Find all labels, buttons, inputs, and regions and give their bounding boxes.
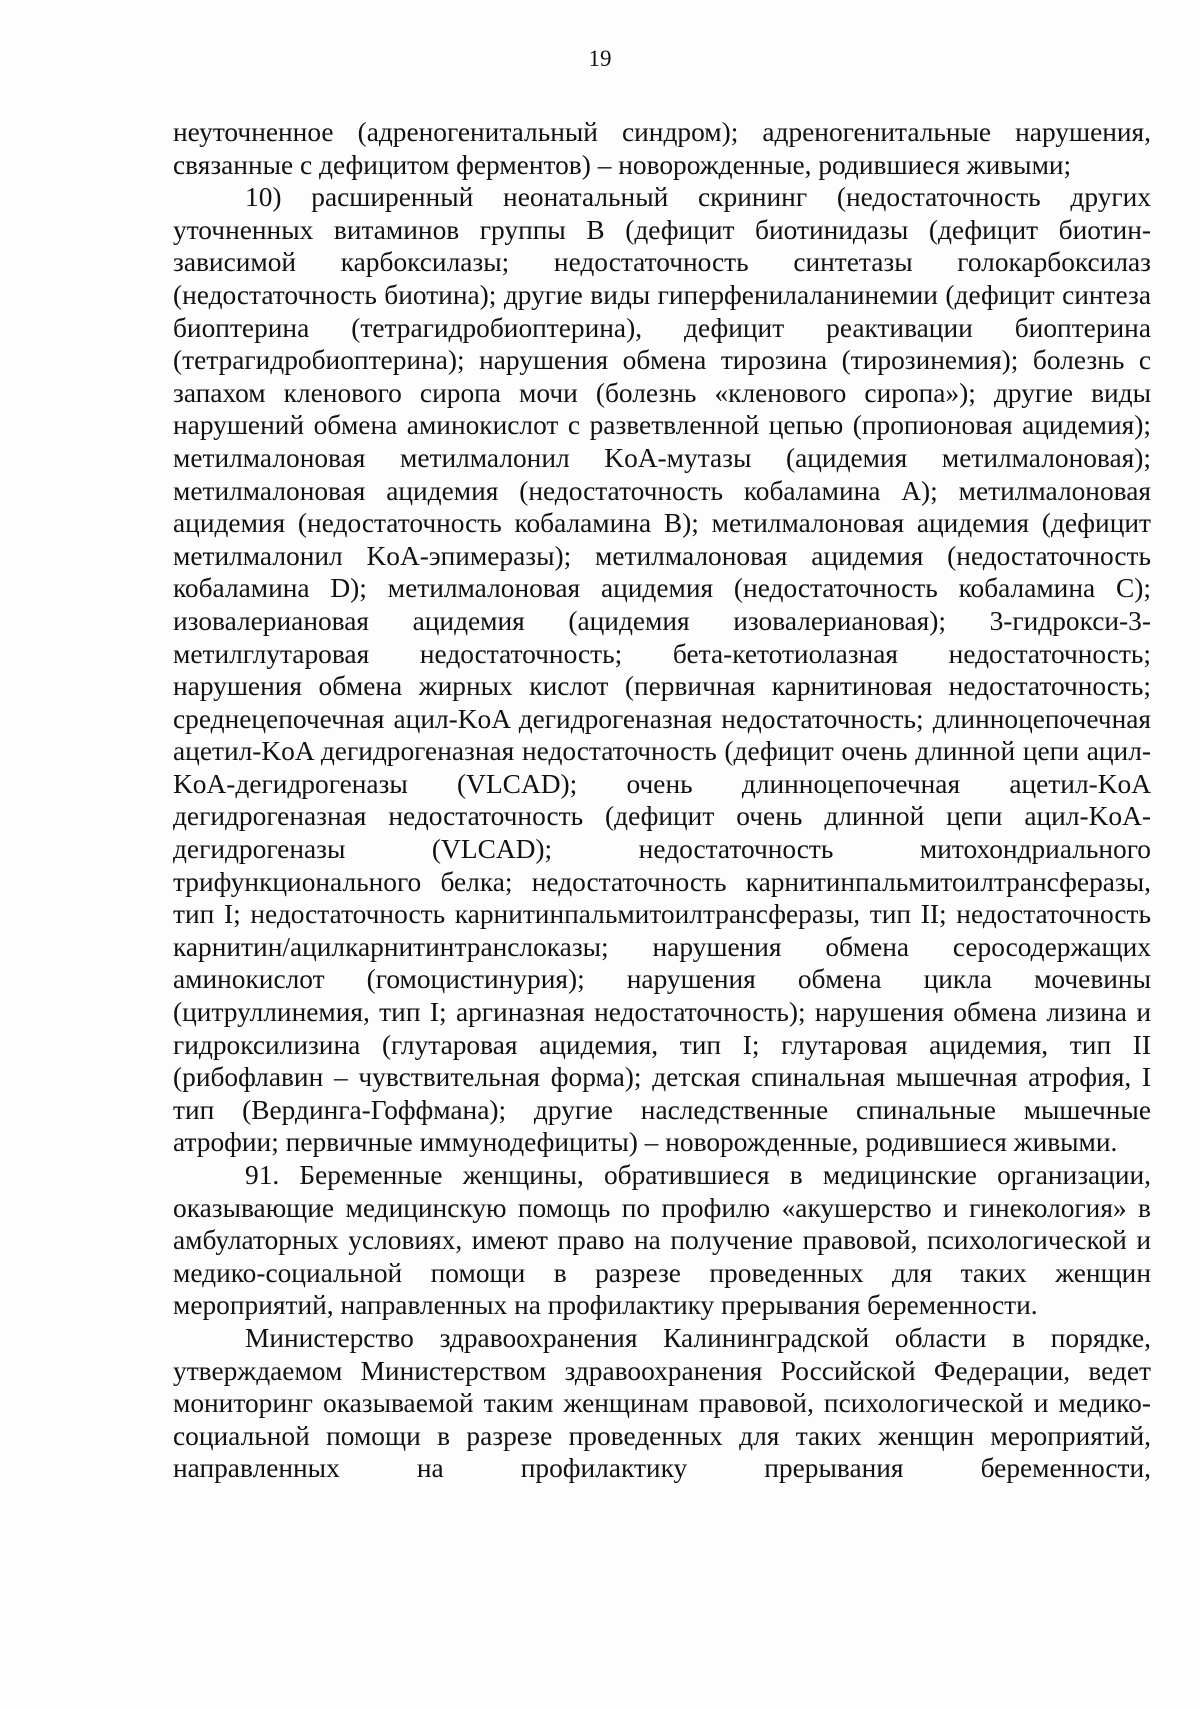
paragraph-ministry-monitoring: Министерство здравоохранения Калининградской области в порядке, утверждаемом Министерством здравоохранения Российской Федерации, ведет мониторинг оказываемой таким женщинам правовой, психологической и медико-социальной помощи в разрезе проведенных для таких женщин мероприятий, направленных на профилактику прерывания беременности, bbox=[173, 1322, 1151, 1484]
document-body bbox=[173, 116, 1151, 1485]
page-number: 19 bbox=[588, 46, 612, 71]
paragraph-extended-neonatal-screening: 10) расширенный неонатальный скрининг (недостаточность других уточненных витаминов группы B (дефицит биотинидазы (дефицит биотин-зависимой карбоксилазы; недостаточность синтетазы голокарбоксилаз (недостаточность биотина); другие виды гиперфенилаланинемии (дефицит синтеза биоптерина (тетрагидробиоптерина), дефицит реактивации биоптерина (тетрагидробиоптерина); нарушения обмена тирозина (тирозинемия); болезнь с запахом кленового сиропа мочи (болезнь «кленового сиропа»); другие виды нарушений обмена аминокислот с разветвленной цепью (пропионовая ацидемия); метилмалоновая метилмалонил KoA-мутазы (ацидемия метилмалоновая); метилмалоновая ацидемия (недостаточность кобаламина A); метилмалоновая ацидемия (недостаточность кобаламина B); метилмалоновая ацидемия (дефицит метилмалонил KoA-эпимеразы); метилмалоновая ацидемия (недостаточность кобаламина D); метилмалоновая ацидемия (недостаточность кобаламина C); изовалериановая ацидемия (ацидемия изовалериановая); 3-гидрокси-3-метилглутаровая недостаточность; бета-кетотиолазная недостаточность; нарушения обмена жирных кислот (первичная карнитиновая недостаточность; среднецепочечная ацил-KoA дегидрогеназная недостаточность; длинноцепочечная ацетил-KoA дегидрогеназная недостаточность (дефицит очень длинной цепи ацил-KoA-дегидрогеназы (VLCAD); очень длинноцепочечная ацетил-KoA дегидрогеназная недостаточность (дефицит очень длинной цепи ацил-KoA-дегидрогеназы (VLCAD); недостаточность митохондриального трифункционального белка; недостаточность карнитинпальмитоилтрансферазы, тип I; недостаточность карнитинпальмитоилтрансферазы, тип II; недостаточность карнитин/ацилкарнитинтранслоказы; нарушения обмена серосодержащих аминокислот (гомоцистинурия); нарушения обмена цикла мочевины (цитруллинемия, тип I; аргиназная недостаточность); нарушения обмена лизина и гидроксилизина (глутаровая ацидемия, тип I; глутаровая ацидемия, тип II (рибофлавин – чувствительная форма); детская спинальная мышечная атрофия, I тип (Вердинга-Гоффмана); другие наследственные спинальные мышечные атрофии; первичные иммунодефициты) – новорожденные, родившиеся живыми. bbox=[173, 182, 1151, 1158]
paragraph-continuation: неуточненное (адреногенитальный синдром); адреногенитальные нарушения, связанные с дефицитом ферментов) – новорожденные, родившиеся живыми; bbox=[173, 117, 1151, 180]
paragraph-item-91: 91. Беременные женщины, обратившиеся в медицинские организации, оказывающие медицинскую помощь по профилю «акушерство и гинекология» в амбулаторных условиях, имеют право на получение правовой, психологической и медико-социальной помощи в разрезе проведенных для таких женщин мероприятий, направленных на профилактику прерывания беременности. bbox=[173, 1160, 1151, 1321]
